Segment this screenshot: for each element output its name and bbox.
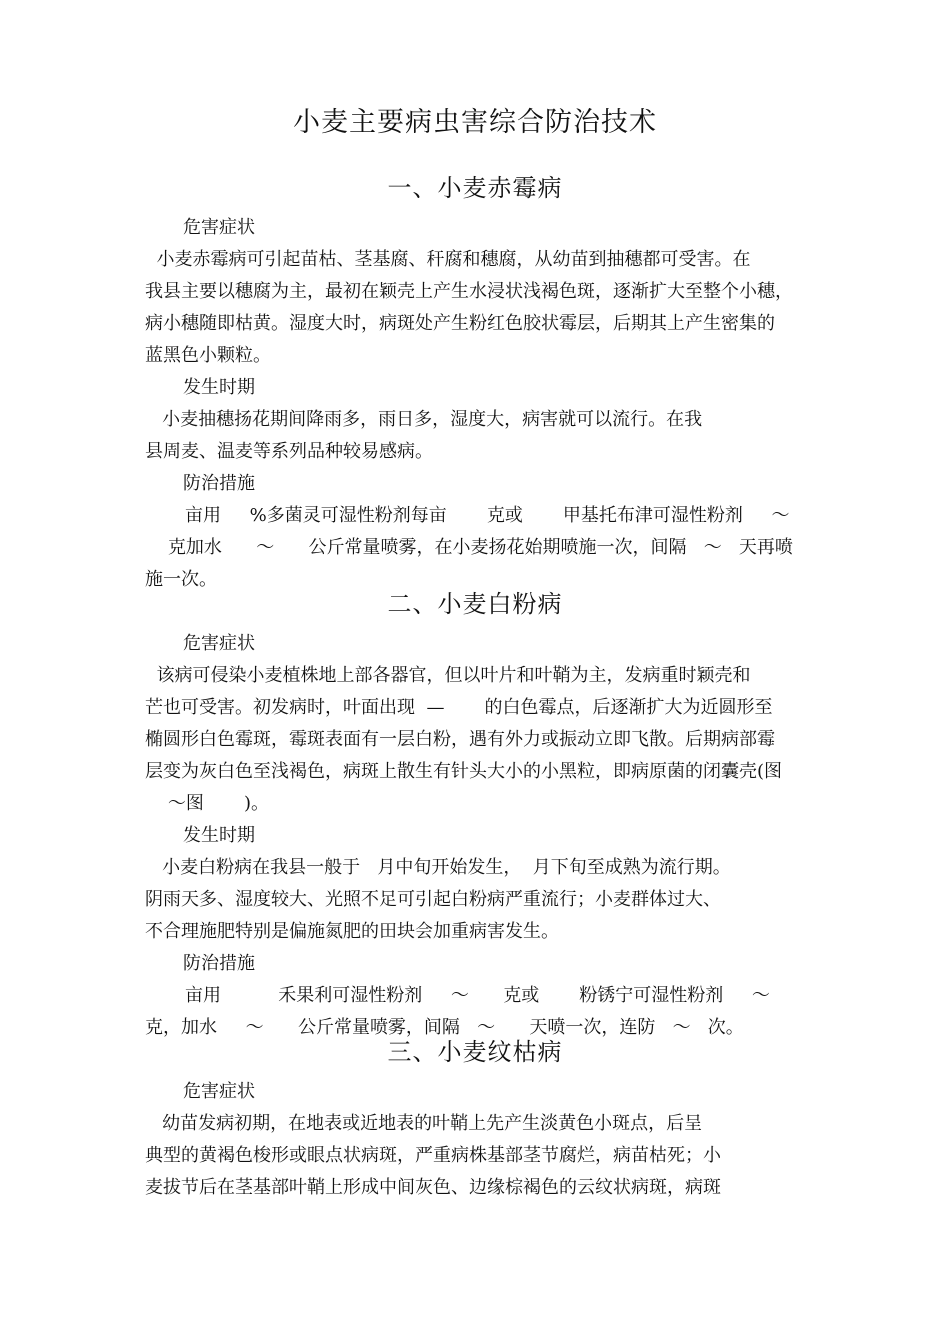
- paragraph-line: 我县主要以穗腐为主，最初在颖壳上产生水浸状浅褐色斑，逐渐扩大至整个小穗，: [145, 281, 793, 302]
- paragraph-line: 县周麦、温麦等系列品种较易感病。: [145, 441, 433, 462]
- paragraph-line: 幼苗发病初期，在地表或近地表的叶鞘上先产生淡黄色小斑点，后呈: [145, 1113, 703, 1134]
- control-label-2: 防治措施: [183, 953, 255, 974]
- paragraph-line: 阴雨天多、湿度较大、光照不足可引起白粉病严重流行；小麦群体过大、: [145, 889, 721, 910]
- paragraph-line: 芒也可受害。初发病时，叶面出现 — 的白色霉点，后逐渐扩大为近圆形至: [145, 697, 773, 718]
- paragraph-line: 不合理施肥特别是偏施氮肥的田块会加重病害发生。: [145, 921, 559, 942]
- section-heading-2: 二、小麦白粉病: [387, 590, 563, 618]
- symptom-label-3: 危害症状: [183, 1081, 255, 1102]
- paragraph-line: 亩用 %多菌灵可湿性粉剂每亩 克或 甲基托布津可湿性粉剂 ～: [145, 505, 790, 526]
- paragraph-line: 小麦白粉病在我县一般于 月中旬开始发生， 月下旬至成熟为流行期。: [145, 857, 731, 878]
- paragraph-line: 该病可侵染小麦植株地上部各器官，但以叶片和叶鞘为主，发病重时颖壳和: [145, 665, 751, 686]
- symptom-label-1: 危害症状: [183, 217, 255, 238]
- paragraph-line: 典型的黄褐色梭形或眼点状病斑，严重病株基部茎节腐烂，病苗枯死；小: [145, 1145, 721, 1166]
- paragraph-line: 病小穗随即枯黄。湿度大时，病斑处产生粉红色胶状霉层，后期其上产生密集的: [145, 313, 775, 334]
- paragraph-line: 克加水 ～ 公斤常量喷雾，在小麦扬花始期喷施一次，间隔 ～ 天再喷: [145, 537, 793, 558]
- paragraph-line: 小麦抽穗扬花期间降雨多，雨日多，湿度大，病害就可以流行。在我: [145, 409, 703, 430]
- symptom-label-2: 危害症状: [183, 633, 255, 654]
- paragraph-line: 亩用 禾果利可湿性粉剂 ～ 克或 粉锈宁可湿性粉剂 ～: [145, 985, 770, 1006]
- paragraph-line: 施一次。: [145, 569, 217, 590]
- paragraph-line: 克，加水 ～ 公斤常量喷雾，间隔 ～ 天喷一次，连防 ～ 次。: [145, 1017, 744, 1038]
- paragraph-line: 麦拔节后在茎基部叶鞘上形成中间灰色、边缘棕褐色的云纹状病斑，病斑: [145, 1177, 721, 1198]
- paragraph-line: 蓝黑色小颗粒。: [145, 345, 271, 366]
- document-title: 小麦主要病虫害综合防治技术: [293, 107, 657, 138]
- paragraph-line: 小麦赤霉病可引起苗枯、茎基腐、秆腐和穗腐，从幼苗到抽穗都可受害。在: [145, 249, 751, 270]
- section-heading-3: 三、小麦纹枯病: [387, 1038, 563, 1066]
- period-label-2: 发生时期: [183, 825, 255, 846]
- period-label-1: 发生时期: [183, 377, 255, 398]
- paragraph-line: ～图 )。: [145, 793, 269, 814]
- control-label-1: 防治措施: [183, 473, 255, 494]
- paragraph-line: 椭圆形白色霉斑，霉斑表面有一层白粉，遇有外力或振动立即飞散。后期病部霉: [145, 729, 775, 750]
- paragraph-line: 层变为灰白色至浅褐色，病斑上散生有针头大小的小黑粒，即病原菌的闭囊壳(图: [145, 761, 783, 782]
- section-heading-1: 一、小麦赤霉病: [387, 174, 563, 202]
